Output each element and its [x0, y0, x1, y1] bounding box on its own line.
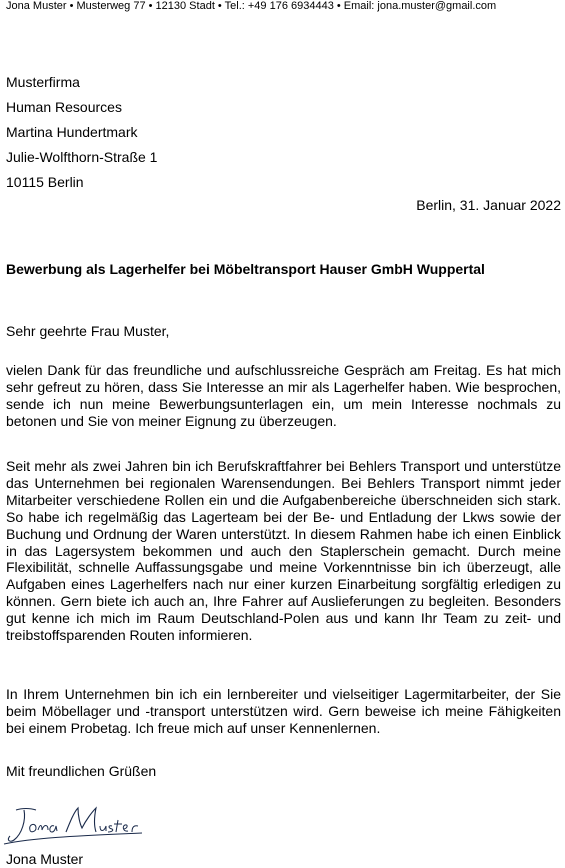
signer-name: Jona Muster	[6, 851, 84, 867]
recipient-city: 10115 Berlin	[6, 174, 84, 190]
recipient-department: Human Resources	[6, 99, 122, 115]
recipient-person: Martina Hundertmark	[6, 124, 138, 140]
handwritten-signature	[2, 800, 152, 850]
salutation: Sehr geehrte Frau Muster,	[6, 323, 170, 339]
sender-contact-line: Jona Muster • Musterweg 77 • 12130 Stadt • Tel.: +49 176 6934443 • Email: jona.muster@gmail.com	[6, 0, 497, 12]
recipient-street: Julie-Wolfthorn-Straße 1	[6, 149, 158, 165]
body-paragraph-2: Seit mehr als zwei Jahren bin ich Berufskraftfahrer bei Behlers Transport und unterstütze das Unternehmen bei regionalen Warensendungen. Bei Behlers Transport nimmt jeder Mitarbeiter verschiedene Rollen ein und die Aufgabenbereiche überschneiden sich stark. So habe ich regelmäßig das Lagerteam bei der Be- und Entladung der Lkws sowie der Buchung und Ordnung der Waren unterstützt. In diesem Rahmen habe ich einen Einblick in das Lagersystem bekommen und auch den Staplerschein gemacht. Durch meine Flexibilität, schnelle Auffassungsgabe und meine Vorkenntnisse bin ich überzeugt, alle Aufgaben eines Lagerhelfers nach nur einer kurzen Einarbeitung sorgfältig erledigen zu können. Gern biete ich auch an, Ihre Fahrer auf Auslieferungen zu begleiten. Besonders gut kenne ich mich im Raum Deutschland-Polen aus und kann Ihr Team zu zeit- und treibstoffsparenden Routen informieren.	[6, 458, 561, 644]
recipient-company: Musterfirma	[6, 74, 80, 90]
recipient-address-block	[6, 70, 157, 195]
letter-subject: Bewerbung als Lagerhelfer bei Möbeltransport Hauser GmbH Wuppertal	[6, 261, 485, 277]
body-paragraph-3: In Ihrem Unternehmen bin ich ein lernbereiter und vielseitiger Lagermitarbeiter, der Sie beim Möbellager und -transport unterstützen wird. Gern beweise ich meine Fähigkeiten bei einem Probetag. Ich freue mich auf unser Kennenlernen.	[6, 686, 561, 736]
closing-phrase: Mit freundlichen Grüßen	[6, 763, 157, 779]
body-paragraph-1: vielen Dank für das freundliche und aufschlussreiche Gespräch am Freitag. Es hat mich sehr gefreut zu hören, dass Sie Interesse an mir als Lagerhelfer haben. Wie besprochen, sende ich nun meine Bewerbungsunterlagen ein, um mein Interesse nochmals zu betonen und Sie von meiner Eignung zu überzeugen.	[6, 362, 561, 429]
place-and-date: Berlin, 31. Januar 2022	[416, 197, 561, 213]
